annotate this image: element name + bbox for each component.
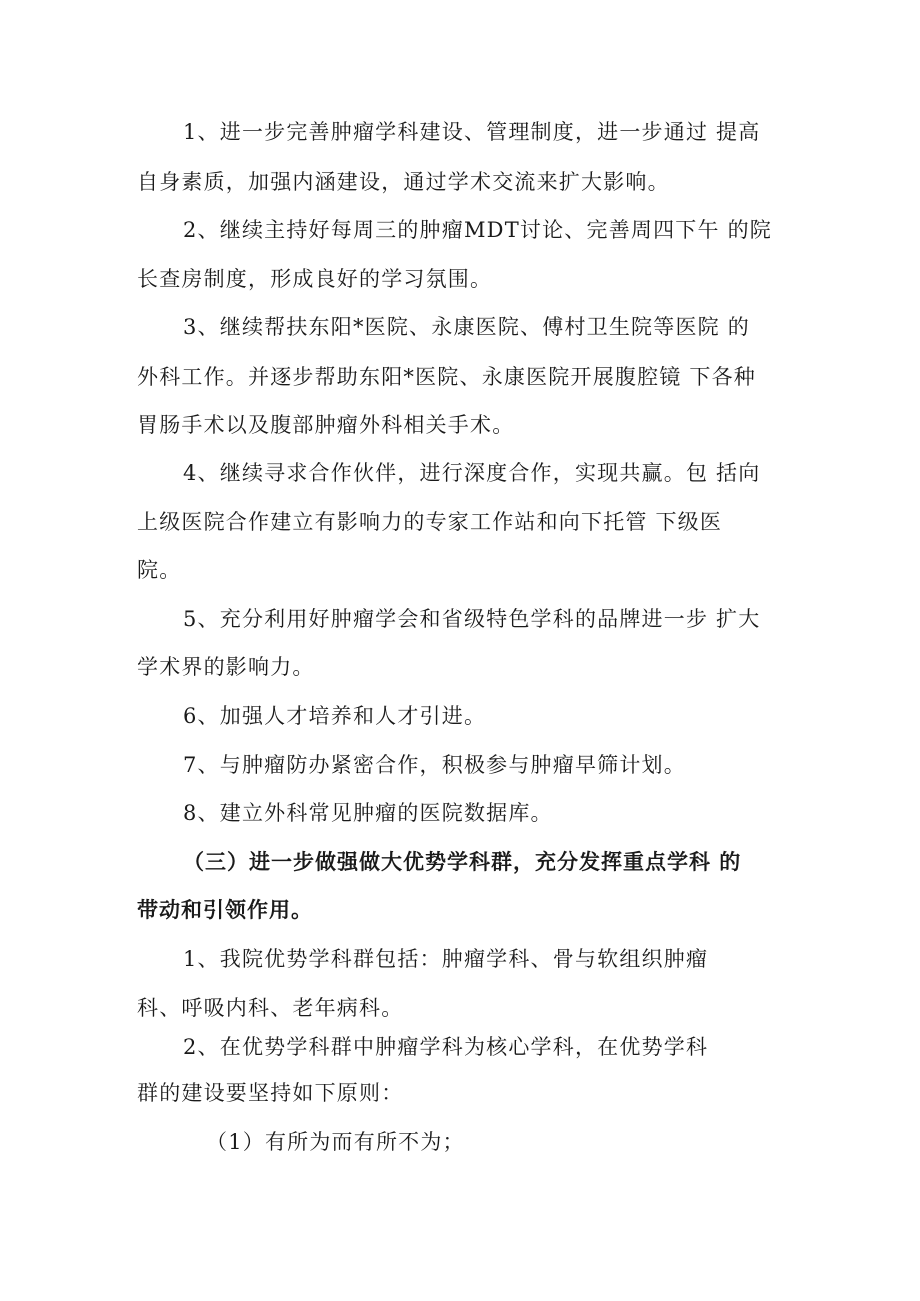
section-heading-line-1: （三）进一步做强做大优势学科群，充分发挥重点学科 的 <box>183 850 742 874</box>
sub-item-2-line-1: 2、在优势学科群中肿瘤学科为核心学科，在优势学科 <box>183 1035 709 1059</box>
item-7-line: 7、与肿瘤防办紧密合作，积极参与肿瘤早筛计划。 <box>183 753 686 777</box>
item-5-line-2: 学术界的影响力。 <box>137 655 315 679</box>
item-2-line-2: 长查房制度，形成良好的学习氛围。 <box>137 267 493 291</box>
item-4-line-3: 院。 <box>137 558 182 582</box>
sub-item-1-line-2: 科、呼吸内科、老年病科。 <box>137 996 404 1020</box>
item-4-line-2: 上级医院合作建立有影响力的专家工作站和向下托管 下级医 <box>137 510 723 534</box>
sub-item-1-line-1: 1、我院优势学科群包括：肿瘤学科、骨与软组织肿瘤 <box>183 947 709 971</box>
sub-item-2-line-2: 群的建设要坚持如下原则： <box>137 1081 404 1105</box>
item-8-line: 8、建立外科常见肿瘤的医院数据库。 <box>183 801 553 825</box>
item-1-line-2: 自身素质，加强内涵建设，通过学术交流来扩大影响。 <box>137 170 670 194</box>
item-2-line-1: 2、继续主持好每周三的肿瘤MDT讨论、完善周四下午 的院 <box>183 218 772 242</box>
section-heading-line-2: 带动和引领作用。 <box>137 898 313 922</box>
item-3-line-3: 胃肠手术以及腹部肿瘤外科相关手术。 <box>137 413 515 437</box>
item-6-line: 6、加强人才培养和人才引进。 <box>183 704 487 728</box>
item-4-line-1: 4、继续寻求合作伙伴，进行深度合作，实现共赢。包 括向 <box>183 461 761 485</box>
item-3-line-1: 3、继续帮扶东阳*医院、永康医院、傅村卫生院等医院 的 <box>183 315 750 339</box>
principle-1-line: （1）有所为而有所不为； <box>206 1130 465 1154</box>
item-3-line-2: 外科工作。并逐步帮助东阳*医院、永康医院开展腹腔镜 下各种 <box>137 365 756 389</box>
item-1-line-1: 1、进一步完善肿瘤学科建设、管理制度，进一步通过 提高 <box>183 120 761 144</box>
item-5-line-1: 5、充分利用好肿瘤学会和省级特色学科的品牌进一步 扩大 <box>183 607 761 631</box>
